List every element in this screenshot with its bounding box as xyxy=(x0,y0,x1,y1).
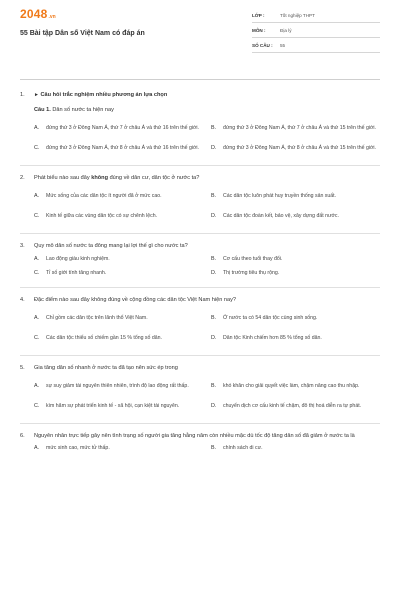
answer-options xyxy=(20,377,380,417)
question-number: 2. xyxy=(20,175,25,181)
option-text: Các dân tộc luôn phát huy truyền thống sản xuất. xyxy=(223,193,337,200)
option-letter: C. xyxy=(34,403,40,410)
option-letter: B. xyxy=(211,256,217,263)
option-text: sự suy giảm tài nguyên thiên nhiên, trình độ lao động rất thấp. xyxy=(46,383,189,390)
answer-option-d[interactable] xyxy=(211,139,380,159)
option-text: chính sách di cư. xyxy=(223,445,263,452)
option-text: kìm hãm sự phát triển kinh tế - xã hội, cạn kiệt tài nguyên. xyxy=(46,403,180,410)
question-number: 1. xyxy=(20,92,25,98)
sub-question-text: Dân số nước ta hiện nay xyxy=(52,107,114,113)
question-divider xyxy=(20,233,380,234)
meta-row-count xyxy=(252,38,380,53)
option-text: Các dân tộc đoàn kết, bảo vệ, xây dựng đất nước. xyxy=(223,213,339,220)
option-letter: A. xyxy=(34,445,40,452)
meta-row-class xyxy=(252,8,380,23)
option-letter: A. xyxy=(34,383,40,390)
question-3 xyxy=(20,242,380,281)
question-text: Nguyên nhân trực tiếp gây nên tình trạng số người gia tăng hằng năm còn nhiều mặc dù tốc độ tăng dân số đã giảm ở nước ta là xyxy=(34,433,355,439)
question-divider xyxy=(20,355,380,356)
meta-value: 55 xyxy=(280,42,286,48)
option-letter: B. xyxy=(211,383,217,390)
option-text: Các dân tộc thiểu số chiếm gần 15 % tổng số dân. xyxy=(46,335,162,342)
question-divider xyxy=(20,423,380,424)
meta-value: Tốt nghiệp THPT xyxy=(280,12,315,18)
answer-option-b[interactable] xyxy=(211,187,380,207)
question-text: Gia tăng dân số nhanh ở nước ta đã tạo nên sức ép trong xyxy=(34,365,178,371)
option-letter: C. xyxy=(34,145,40,152)
answer-option-b[interactable] xyxy=(211,377,380,397)
option-letter: C. xyxy=(34,335,40,342)
option-text: đứng thứ 3 ở Đông Nam Á, thứ 7 ở châu Á và thứ 16 trên thế giới. xyxy=(46,125,199,132)
answer-option-c[interactable] xyxy=(34,139,203,159)
option-letter: B. xyxy=(211,193,217,200)
option-text: Ở nước ta có 54 dân tộc cùng sinh sống. xyxy=(223,315,318,322)
question-text: đúng về dân cư, dân tộc ở nước ta? xyxy=(108,175,200,181)
option-text: đứng thứ 3 ở Đông Nam Á, thứ 8 ở châu Á và thứ 16 trên thế giới. xyxy=(46,145,199,152)
option-letter: B. xyxy=(211,315,217,322)
answer-option-b[interactable] xyxy=(211,309,380,329)
answer-option-a[interactable] xyxy=(34,377,203,397)
option-letter: B. xyxy=(211,125,217,132)
option-text: Kinh tế giữa các vùng dân tộc có sự chênh lệch. xyxy=(46,213,158,220)
question-5 xyxy=(20,364,380,417)
question-emphasis: không xyxy=(91,175,109,181)
question-number: 6. xyxy=(20,433,25,439)
option-text: Dân tộc Kinh chiếm hơn 85 % tổng số dân. xyxy=(223,335,322,342)
brand xyxy=(20,8,145,74)
meta-label: SỐ CÂU : xyxy=(252,42,273,48)
site-logo[interactable] xyxy=(20,8,145,20)
answer-option-a[interactable] xyxy=(34,253,203,267)
answer-options xyxy=(20,187,380,227)
question-number: 4. xyxy=(20,297,25,303)
option-text: Lao động giàu kinh nghiệm. xyxy=(46,256,110,263)
question-number: 5. xyxy=(20,365,25,371)
question-stem xyxy=(20,296,380,305)
answer-options xyxy=(20,309,380,349)
answer-option-a[interactable] xyxy=(34,187,203,207)
meta-table xyxy=(252,8,380,74)
answer-options xyxy=(20,119,380,159)
meta-label: MÔN : xyxy=(252,27,266,33)
question-divider xyxy=(20,165,380,166)
question-6 xyxy=(20,432,380,455)
sub-question xyxy=(20,106,380,115)
logo-main: 2048 xyxy=(20,7,48,21)
meta-value: Địa lý xyxy=(280,27,292,33)
answer-option-d[interactable] xyxy=(211,397,380,417)
logo-sub: .vn xyxy=(48,14,56,20)
meta-label: LỚP : xyxy=(252,12,265,18)
option-letter: C. xyxy=(34,270,40,277)
option-letter: D. xyxy=(211,145,217,152)
option-letter: D. xyxy=(211,335,217,342)
question-stem xyxy=(20,364,380,373)
question-number: 3. xyxy=(20,243,25,249)
option-text: Tỉ số giới tính tăng nhanh. xyxy=(46,270,107,277)
question-text: Đặc điểm nào sau đây không đúng về cộng đồng các dân tộc Việt Nam hiện nay? xyxy=(34,297,237,303)
question-stem xyxy=(20,174,380,183)
option-letter: C. xyxy=(34,213,40,220)
question-stem xyxy=(20,242,380,251)
option-letter: D. xyxy=(211,403,217,410)
option-text: Thị trường tiêu thụ rộng. xyxy=(223,270,280,277)
answer-option-c[interactable] xyxy=(34,397,203,417)
option-text: khó khăn cho giải quyết việc làm, chậm nâng cao thu nhập. xyxy=(223,383,360,390)
header-divider xyxy=(20,79,380,80)
answer-options xyxy=(20,443,380,455)
question-2 xyxy=(20,174,380,227)
option-text: đứng thứ 3 ở Đông Nam Á, thứ 8 ở châu Á và thứ 15 trên thế giới. xyxy=(223,145,376,152)
option-letter: D. xyxy=(211,213,217,220)
option-letter: A. xyxy=(34,256,40,263)
question-text: Quy mô dân số nước ta đông mang lại lợi thế gì cho nước ta? xyxy=(34,243,188,249)
option-text: Cơ cấu theo tuổi thay đổi. xyxy=(223,256,283,263)
section-heading xyxy=(20,91,380,100)
answer-option-a[interactable] xyxy=(34,119,203,139)
question-stem xyxy=(20,432,380,441)
option-text: đứng thứ 3 ở Đông Nam Á, thứ 7 ở châu Á và thứ 15 trên thế giới. xyxy=(223,125,376,132)
meta-row-subject xyxy=(252,23,380,38)
option-letter: A. xyxy=(34,125,40,132)
option-text: Chỉ gồm các dân tộc trên lãnh thổ Việt Nam. xyxy=(46,315,148,322)
arrow-right-icon: ► xyxy=(34,92,39,98)
sub-question-label: Câu 1. xyxy=(34,107,51,113)
option-text: mức sinh cao, mức tử thấp. xyxy=(46,445,110,452)
answer-option-b[interactable] xyxy=(211,119,380,139)
answer-option-c[interactable] xyxy=(34,207,203,227)
option-letter: D. xyxy=(211,270,217,277)
option-letter: A. xyxy=(34,193,40,200)
document-title: 55 Bài tập Dân số Việt Nam có đáp án xyxy=(20,30,145,37)
section-title: Câu hỏi trắc nghiệm nhiều phương án lựa chọn xyxy=(40,92,168,98)
answer-option-d[interactable] xyxy=(211,329,380,349)
answer-options xyxy=(20,253,380,281)
question-4 xyxy=(20,296,380,349)
document-header xyxy=(20,8,380,74)
answer-option-a[interactable] xyxy=(34,309,203,329)
option-letter: B. xyxy=(211,445,217,452)
option-text: chuyển dịch cơ cấu kinh tế chậm, đô thị hoá diễn ra tự phát. xyxy=(223,403,362,410)
question-1 xyxy=(20,91,380,159)
answer-option-a[interactable] xyxy=(34,443,203,455)
answer-option-d[interactable] xyxy=(211,267,380,281)
answer-option-b[interactable] xyxy=(211,253,380,267)
answer-option-c[interactable] xyxy=(34,267,203,281)
question-text: Phát biểu nào sau đây xyxy=(34,175,92,181)
question-divider xyxy=(20,287,380,288)
answer-option-b[interactable] xyxy=(211,443,380,455)
answer-option-d[interactable] xyxy=(211,207,380,227)
option-text: Mức sống của các dân tộc ít người đã ở mức cao. xyxy=(46,193,162,200)
option-letter: A. xyxy=(34,315,40,322)
answer-option-c[interactable] xyxy=(34,329,203,349)
